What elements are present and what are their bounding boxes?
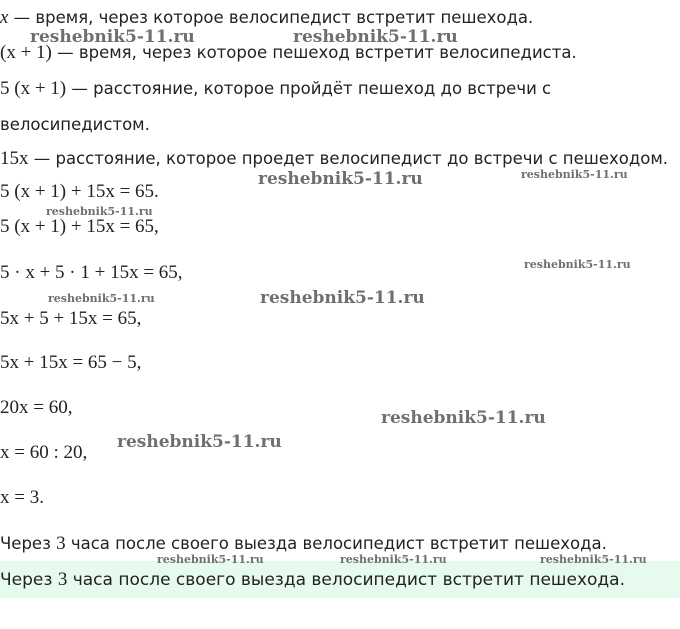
solution-step: x = 60 : 20, bbox=[0, 442, 88, 463]
expression: (x + 1) bbox=[0, 42, 52, 63]
expression: 5 (x + 1) bbox=[0, 78, 67, 99]
definition-line-time-cyclist bbox=[0, 8, 533, 28]
answer-text: Через 3 часа после своего выезда велосипедист встретит пешехода. bbox=[0, 533, 607, 554]
watermark: reshebnik5-11.ru bbox=[48, 292, 155, 305]
definition-line-distance-pedestrian bbox=[0, 79, 551, 99]
watermark: reshebnik5-11.ru bbox=[540, 553, 647, 566]
watermark: reshebnik5-11.ru bbox=[30, 27, 195, 47]
watermark: reshebnik5-11.ru bbox=[340, 553, 447, 566]
definition-text: — расстояние, которое пройдёт пешеход до встречи с bbox=[66, 79, 552, 98]
watermark: reshebnik5-11.ru bbox=[524, 258, 631, 271]
solution-step: 20x = 60, bbox=[0, 397, 73, 418]
watermark: reshebnik5-11.ru bbox=[260, 288, 425, 308]
definition-line-continuation bbox=[0, 115, 150, 135]
watermark: reshebnik5-11.ru bbox=[521, 168, 628, 181]
expression: 15x bbox=[0, 148, 29, 169]
watermark: reshebnik5-11.ru bbox=[46, 205, 153, 218]
watermark: reshebnik5-11.ru bbox=[157, 553, 264, 566]
equation-line bbox=[0, 182, 159, 202]
answer-highlighted-text: Через 3 часа после своего выезда велосипедист встретит пешехода. bbox=[0, 569, 625, 590]
solution-step: 5 · x + 5 · 1 + 15x = 65, bbox=[0, 262, 183, 283]
definition-text: — время, через которое пешеход встретит велосипедиста. bbox=[51, 43, 577, 62]
watermark: reshebnik5-11.ru bbox=[293, 27, 458, 47]
watermark: reshebnik5-11.ru bbox=[381, 408, 546, 428]
definition-text: — время, через которое велосипедист встретит пешехода. bbox=[8, 8, 534, 27]
definition-line-distance-cyclist bbox=[0, 149, 668, 169]
definition-text: — расстояние, которое проедет велосипедист до встречи с пешеходом. bbox=[28, 149, 669, 168]
watermark: reshebnik5-11.ru bbox=[117, 432, 282, 452]
definition-text: велосипедистом. bbox=[0, 115, 150, 134]
solution-step: 5 (x + 1) + 15x = 65, bbox=[0, 216, 159, 237]
solution-step: 5x + 5 + 15x = 65, bbox=[0, 308, 142, 329]
equation: 5 (x + 1) + 15x = 65. bbox=[0, 181, 159, 202]
watermark: reshebnik5-11.ru bbox=[258, 169, 423, 189]
variable-x: x bbox=[0, 7, 9, 28]
solution-step: x = 3. bbox=[0, 487, 44, 508]
solution-step: 5x + 15x = 65 − 5, bbox=[0, 352, 142, 373]
